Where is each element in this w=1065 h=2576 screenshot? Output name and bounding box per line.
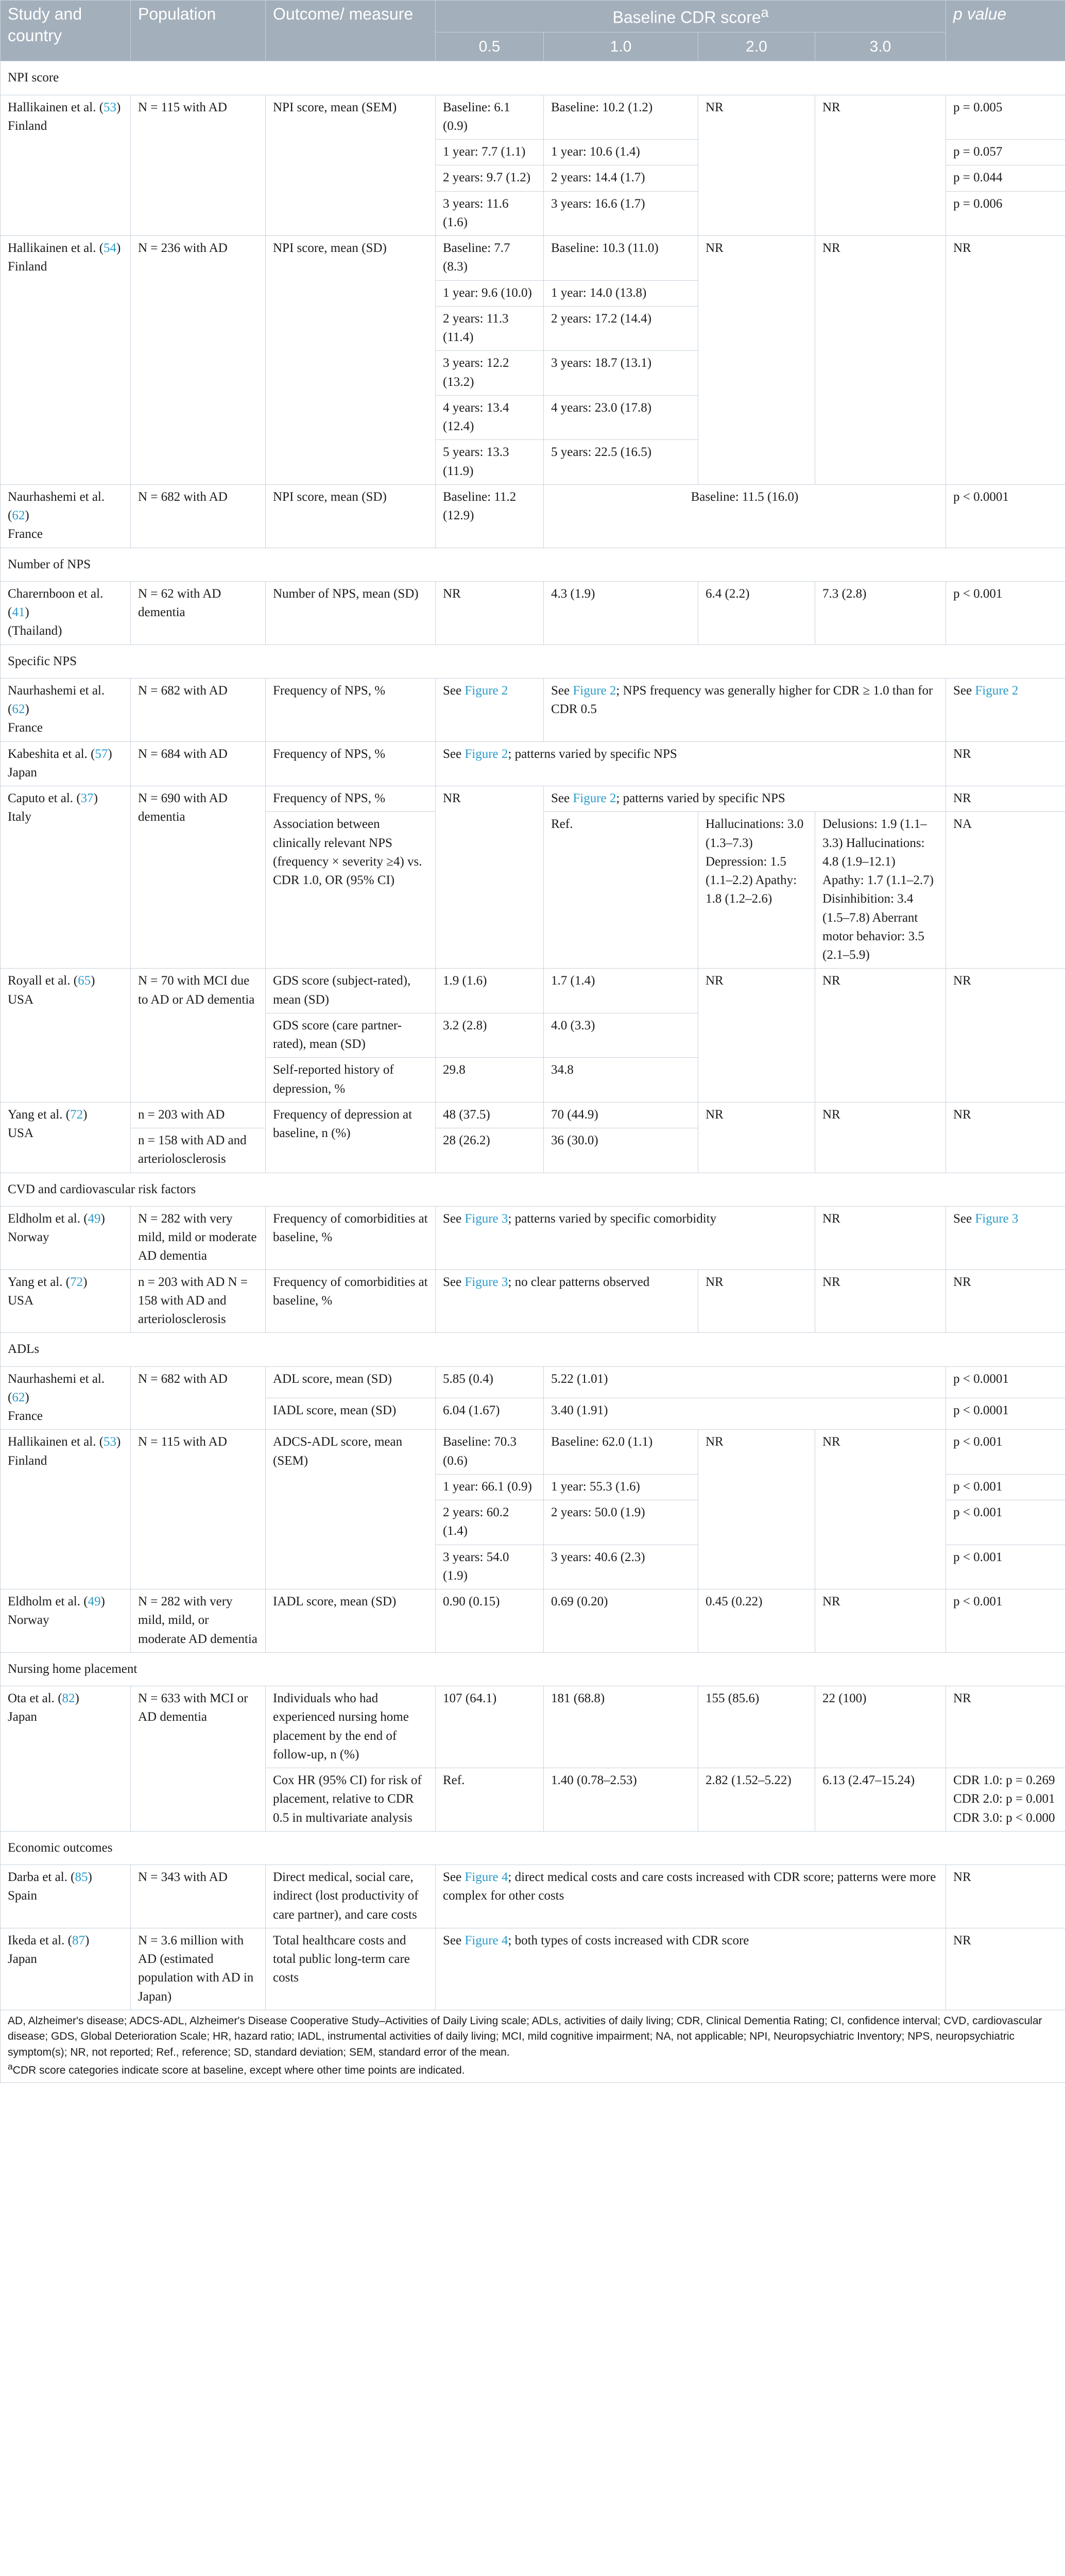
study-cell: Hallikainen et al. (53) Finland [1,95,131,236]
abbreviations-note: AD, Alzheimer's disease; ADCS-ADL, Alzheimer's Disease Cooperative Study–Activities of Daily Living scale; ADLs, activities of daily living; CDR, Clinical Dementia Rating; CI, confidence interval; CVD, cardiovascular disease; GDS, Global Deterioration Scale; HR, hazard ratio; IADL, instrumental activities of daily living; MCI, mild cognitive impairment; NA, not applicable; NPI, Neuropsychiatric Inventory; NPS, neuropsychiatric symptom(s); NR, not reported; Ref., reference; SD, standard deviation; SEM, standard error of the mean. [8,2014,1042,2058]
section-nursing-home: Nursing home placement [1,1652,1065,1686]
col-baseline-cdr: Baseline CDR score$^a$ [436,1,946,32]
figure-link[interactable]: Figure 3 [465,1275,508,1289]
figure-link[interactable]: Figure 3 [465,1211,508,1226]
reference-link[interactable]: 57 [95,747,108,761]
table-row: 2 years: 60.2 (1.4) 2 years: 50.0 (1.9) p < 0.001 [1,1500,1065,1545]
study-cell: Ikeda et al. (87) Japan [1,1928,131,2010]
table-row: IADL score, mean (SD) 6.04 (1.67) 3.40 (1.91) p < 0.0001 [1,1398,1065,1429]
table-row: Eldholm et al. (49) Norway N = 282 with very mild, mild, or moderate AD dementia IADL score, mean (SD) 0.90 (0.15) 0.69 (0.20) 0.45 (0.22) NR p < 0.001 [1,1589,1065,1653]
reference-link[interactable]: 53 [104,100,117,114]
table-row: 2 years: 9.7 (1.2) 2 years: 14.4 (1.7) p = 0.044 [1,165,1065,191]
study-cell: Yang et al. (72) USA [1,1269,131,1333]
col-cdr-1-0: 1.0 [544,32,698,61]
col-cdr-3-0: 3.0 [815,32,946,61]
table-row: Ikeda et al. (87) Japan N = 3.6 million with AD (estimated population with AD in Japan) Total healthcare costs and total public long-term care costs See Figure 4; both types of costs increased with CDR score NR [1,1928,1065,2010]
table-row: Self-reported history of depression, % 29.8 34.8 [1,1058,1065,1103]
figure-link[interactable]: Figure 4 [465,1870,508,1884]
table-header [1,1,1065,61]
figure-link[interactable]: Figure 2 [465,683,508,698]
reference-link[interactable]: 72 [70,1275,83,1289]
study-cell: Kabeshita et al. (57) Japan [1,741,131,786]
table-row: Darba et al. (85) Spain N = 343 with AD Direct medical, social care, indirect (lost productivity of care partner), and care costs See Figure 4; direct medical costs and care costs increased with CDR score; patterns were more complex for other costs NR [1,1865,1065,1928]
study-cell: Eldholm et al. (49) Norway [1,1589,131,1653]
table-row: 3 years: 12.2 (13.2) 3 years: 18.7 (13.1) [1,351,1065,396]
table-row: Ota et al. (82) Japan N = 633 with MCI or AD dementia Individuals who had experienced nursing home placement by the end of follow-up, n (%) 107 (64.1) 181 (68.8) 155 (85.6) 22 (100) NR [1,1686,1065,1768]
study-cell: Darba et al. (85) Spain [1,1865,131,1928]
section-cvd: CVD and cardiovascular risk factors [1,1173,1065,1206]
study-cell: Hallikainen et al. (53) Finland [1,1430,131,1589]
section-adls: ADLs [1,1333,1065,1366]
study-cell: Hallikainen et al. (54) Finland [1,236,131,485]
table-row: Caputo et al. (37) Italy N = 690 with AD dementia Frequency of NPS, % NR See Figure 2; patterns varied by specific NPS NR [1,786,1065,812]
reference-link[interactable]: 41 [12,605,25,619]
col-cdr-2-0: 2.0 [698,32,815,61]
table-row: 2 years: 11.3 (11.4) 2 years: 17.2 (14.4) [1,306,1065,351]
reference-link[interactable]: 53 [104,1435,117,1449]
figure-link[interactable]: Figure 2 [573,683,616,698]
table-row: Royall et al. (65) USA N = 70 with MCI due to AD or AD dementia GDS score (subject-rated), mean (SD) 1.9 (1.6) 1.7 (1.4) NR NR NR [1,969,1065,1013]
study-cell: Naurhashemi et al. (62) France [1,678,131,741]
reference-link[interactable]: 54 [104,241,117,255]
population-cell: N = 115 with AD [131,95,266,236]
reference-link[interactable]: 49 [88,1211,101,1226]
col-outcome: Outcome/ measure [266,1,436,61]
figure-link[interactable]: Figure 2 [465,747,508,761]
table-row: 1 year: 9.6 (10.0) 1 year: 14.0 (13.8) [1,280,1065,306]
table-row: Association between clinically relevant NPS (frequency × severity ≥4) vs. CDR 1.0, OR (95% CI) Ref. Hallucinations: 3.0 (1.3–7.3) Depression: 1.5 (1.1–2.2) Apathy: 1.8 (1.2–2.6) Delusions: 1.9 (1.1–3.3) Hallucinations: 4.8 (1.9–12.1) Apathy: 1.7 (1.1–2.7) Disinhibition: 3.4 (1.5–7.8) Aberrant motor behavior: 3.5 (2.1–5.9) NA [1,812,1065,969]
reference-link[interactable]: 62 [12,509,25,522]
table-row: Naurhashemi et al. (62) France N = 682 with AD Frequency of NPS, % See Figure 2 See Figure 2; NPS frequency was generally higher for CDR ≥ 1.0 than for CDR 0.5 See Figure 2 [1,678,1065,741]
table-row: 4 years: 13.4 (12.4) 4 years: 23.0 (17.8) [1,395,1065,440]
study-cell: Caputo et al. (37) Italy [1,786,131,969]
table-row: 5 years: 13.3 (11.9) 5 years: 22.5 (16.5) [1,440,1065,485]
section-number-of-nps: Number of NPS [1,548,1065,581]
table-row: Naurhashemi et al. (62) France N = 682 with AD ADL score, mean (SD) 5.85 (0.4) 5.22 (1.01) p < 0.0001 [1,1366,1065,1398]
table-row: 3 years: 11.6 (1.6) 3 years: 16.6 (1.7) p = 0.006 [1,191,1065,236]
reference-link[interactable]: 62 [12,1390,25,1404]
reference-link[interactable]: 85 [75,1870,88,1884]
figure-link[interactable]: Figure 4 [465,1933,508,1947]
table-row: Kabeshita et al. (57) Japan N = 684 with AD Frequency of NPS, % See Figure 2; patterns varied by specific NPS NR [1,741,1065,786]
figure-link[interactable]: Figure 2 [975,683,1019,698]
reference-link[interactable]: 37 [80,791,94,805]
reference-link[interactable]: 87 [72,1933,85,1947]
study-cell: Naurhashemi et al. (62) France [1,1366,131,1430]
study-cell: Yang et al. (72) USA [1,1102,131,1173]
table-row: GDS score (care partner-rated), mean (SD) 3.2 (2.8) 4.0 (3.3) [1,1013,1065,1058]
reference-link[interactable]: 65 [78,974,91,988]
col-study: Study and country [1,1,131,61]
study-cell: Charernboon et al. (41) (Thailand) [1,581,131,645]
col-p-value: p value [946,1,1065,61]
study-cell: Naurhashemi et al. (62) France [1,484,131,548]
outcome-cell: NPI score, mean (SEM) [266,95,436,236]
col-population: Population [131,1,266,61]
table-row: 1 year: 7.7 (1.1) 1 year: 10.6 (1.4) p = 0.057 [1,140,1065,165]
table-row: Hallikainen et al. (54) Finland N = 236 with AD NPI score, mean (SD) Baseline: 7.7 (8.3) Baseline: 10.3 (11.0) NR NR NR [1,236,1065,281]
reference-link[interactable]: 62 [12,702,25,716]
section-economic: Economic outcomes [1,1831,1065,1865]
outcome-cell: NPI score, mean (SD) [266,236,436,485]
reference-link[interactable]: 49 [88,1595,101,1608]
table-row: Eldholm et al. (49) Norway N = 282 with very mild, mild or moderate AD dementia Frequency of comorbidities at baseline, % See Figure 3; patterns varied by specific comorbidity NR See Figure 3 [1,1206,1065,1269]
reference-link[interactable]: 72 [70,1107,83,1122]
table-row: Yang et al. (72) USA n = 203 with AD N = 158 with AD and arteriolosclerosis Frequency of comorbidities at baseline, % See Figure 3; no clear patterns observed NR NR NR [1,1269,1065,1333]
study-cell: Eldholm et al. (49) Norway [1,1206,131,1269]
table-row: Naurhashemi et al. (62) France N = 682 with AD NPI score, mean (SD) Baseline: 11.2 (12.9) Baseline: 11.5 (16.0) p < 0.0001 [1,484,1065,548]
table-row: 1 year: 66.1 (0.9) 1 year: 55.3 (1.6) p < 0.001 [1,1474,1065,1500]
table-row: Hallikainen et al. (53) Finland N = 115 with AD NPI score, mean (SEM) Baseline: 6.1 (0.9) Baseline: 10.2 (1.2) NR NR p = 0.005 [1,95,1065,140]
study-cell: Royall et al. (65) USA [1,969,131,1103]
table-row: Cox HR (95% CI) for risk of placement, relative to CDR 0.5 in multivariate analysis Ref. 1.40 (0.78–2.53) 2.82 (1.52–5.22) 6.13 (2.47–15.24) CDR 1.0: p = 0.269 CDR 2.0: p = 0.001 CDR 3.0: p < 0.000 [1,1768,1065,1832]
table-row: Charernboon et al. (41) (Thailand) N = 62 with AD dementia Number of NPS, mean (SD) NR 4.3 (1.9) 6.4 (2.2) 7.3 (2.8) p < 0.001 [1,581,1065,645]
table-row: Hallikainen et al. (53) Finland N = 115 with AD ADCS-ADL score, mean (SEM) Baseline: 70.3 (0.6) Baseline: 62.0 (1.1) NR NR p < 0.001 [1,1430,1065,1475]
section-npi-score: NPI score [1,61,1065,95]
cdr-note: $^a$CDR score categories indicate score at baseline, except where other time points are indicated. [8,2061,465,2077]
population-cell: N = 236 with AD [131,236,266,485]
table-footnotes [1,2010,1065,2082]
figure-link[interactable]: Figure 3 [975,1211,1019,1226]
table-row: Yang et al. (72) USA n = 203 with AD Frequency of depression at baseline, n (%) 48 (37.5) 70 (44.9) NR NR NR [1,1102,1065,1128]
col-cdr-0-5: 0.5 [436,32,544,61]
table-row: n = 158 with AD and arteriolosclerosis 28 (26.2) 36 (30.0) [1,1128,1065,1173]
table-row: 3 years: 54.0 (1.9) 3 years: 40.6 (2.3) p < 0.001 [1,1545,1065,1589]
figure-link[interactable]: Figure 2 [573,791,616,805]
section-specific-nps: Specific NPS [1,645,1065,678]
study-cell: Ota et al. (82) Japan [1,1686,131,1832]
reference-link[interactable]: 82 [62,1691,75,1705]
